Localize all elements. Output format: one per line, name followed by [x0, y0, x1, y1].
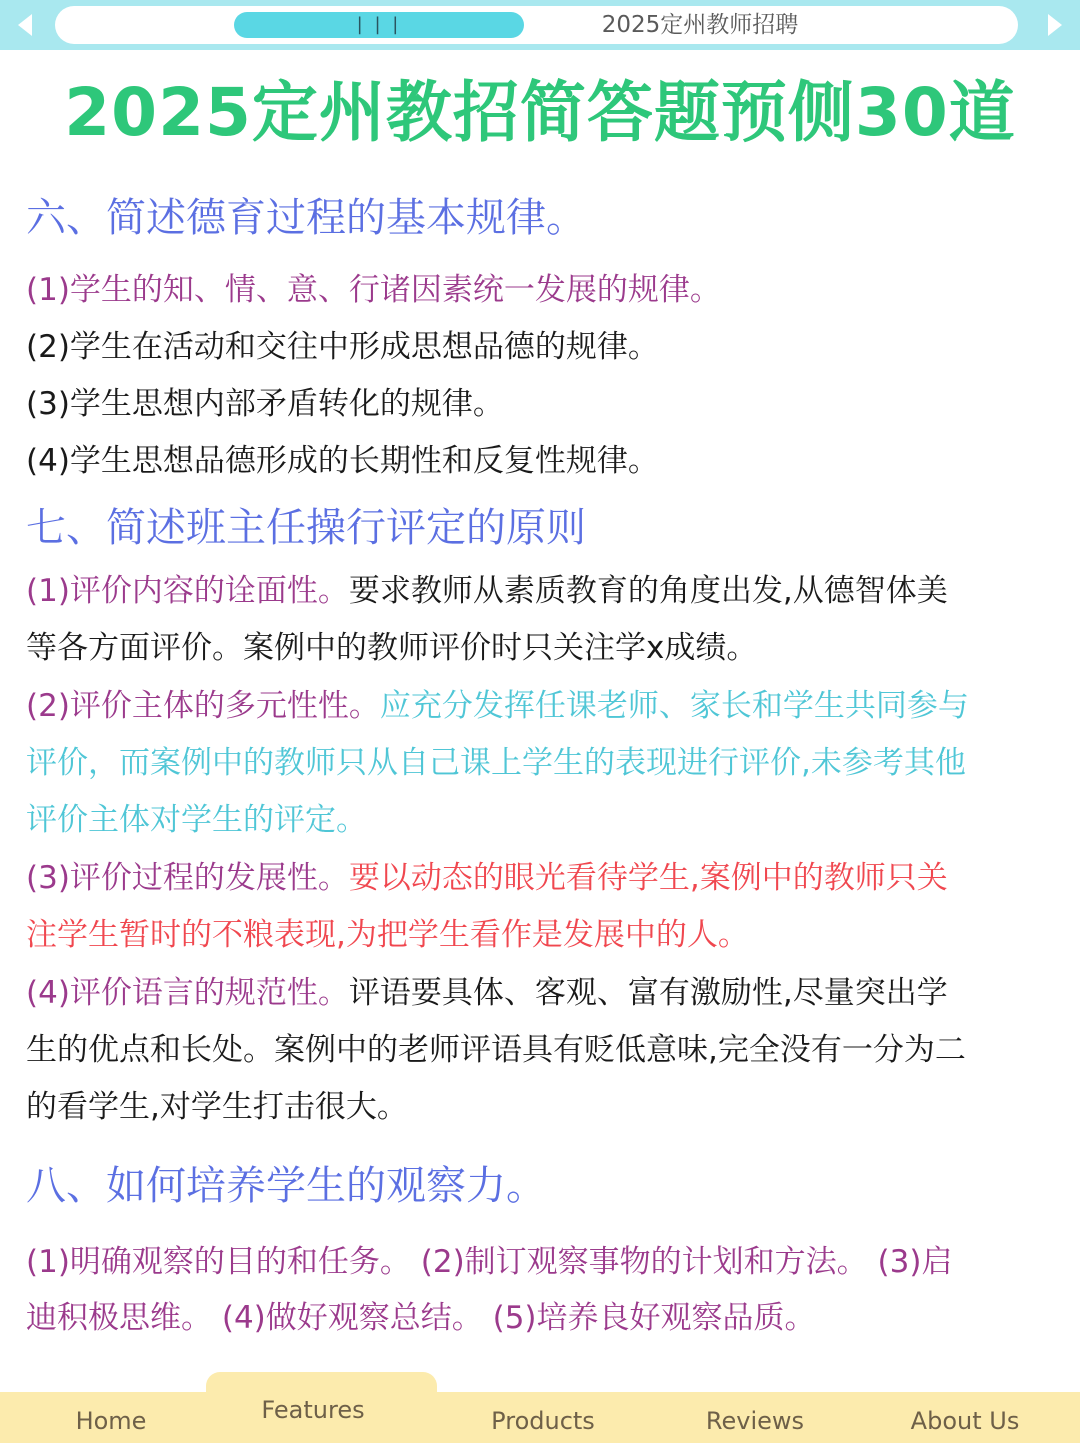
- section-7-point-1-line-1: [26, 569, 948, 613]
- point-2-lead: (2)评价主体的多元性性。: [26, 688, 380, 724]
- point-1-lead: (1)评价内容的诠面性。: [26, 573, 349, 609]
- section-6-item: (1)学生的知、情、意、行诸因素统一发展的规律。: [26, 272, 721, 308]
- top-bar: [0, 0, 1080, 50]
- section-7-point-3-line-2: 注学生暂时的不粮表现,为把学生看作是发展中的人。: [26, 917, 749, 953]
- nav-about-us[interactable]: About Us: [910, 1407, 1020, 1435]
- title-pill: [55, 6, 1018, 44]
- section-6-item: (4)学生思想品德形成的长期性和反复性规律。: [26, 443, 659, 479]
- top-bar-title: 2025定州教师招聘: [601, 12, 799, 38]
- point-3-lead: (3)评价过程的发展性。: [26, 860, 349, 896]
- section-7-point-1-line-2: 等各方面评价。案例中的教师评价时只关注学x成绩。: [26, 630, 758, 666]
- point-2-text: 应充分发挥任课老师、家长和学生共同参与: [379, 688, 969, 724]
- section-7-point-4-line-2: 生的优点和长处。案例中的老师评语具有贬低意味,完全没有一分为二: [26, 1032, 966, 1068]
- section-8-line-2: 迪积极思维。 (4)做好观察总结。 (5)培养良好观察品质。: [26, 1300, 816, 1336]
- arrow-left-icon[interactable]: [18, 14, 32, 36]
- point-1-text: 要求教师从素质教育的角度出发,从德智体美: [348, 573, 948, 609]
- nav-home[interactable]: Home: [75, 1407, 147, 1435]
- nav-products[interactable]: Products: [491, 1407, 595, 1435]
- section-6-item: (2)学生在活动和交往中形成思想品德的规律。: [26, 329, 659, 365]
- point-4-lead: (4)评价语言的规范性。: [26, 975, 349, 1011]
- section-7-point-4-line-1: [26, 971, 948, 1015]
- section-6-item: (3)学生思想内部矛盾转化的规律。: [26, 386, 504, 422]
- nav-reviews[interactable]: Reviews: [705, 1407, 805, 1435]
- section-7-heading: 七、简述班主任操行评定的原则: [26, 505, 586, 551]
- section-8-heading: 八、如何培养学生的观察力。: [26, 1163, 546, 1209]
- scroll-handle[interactable]: [234, 12, 524, 38]
- section-7-point-2-line-3: 评价主体对学生的评定。: [26, 802, 367, 838]
- section-7-point-3-line-1: [26, 856, 948, 900]
- section-6-heading: 六、简述德育过程的基本规律。: [26, 195, 586, 241]
- section-8-line-1: (1)明确观察的目的和任务。 (2)制订观察事物的计划和方法。 (3)启: [26, 1244, 953, 1280]
- section-7-point-2-line-2: 评价，而案例中的教师只从自己课上学生的表现进行评价,未参考其他: [26, 745, 966, 781]
- section-7-point-4-line-3: 的看学生,对学生打击很大。: [26, 1089, 408, 1125]
- grip-icon: | | |: [356, 14, 402, 35]
- section-7-point-2-line-1: [26, 684, 969, 728]
- point-3-text: 要以动态的眼光看待学生,案例中的教师只关: [348, 860, 948, 896]
- nav-features[interactable]: Features: [261, 1396, 365, 1424]
- point-4-text: 评语要具体、客观、富有激励性,尽量突出学: [348, 975, 948, 1011]
- page-title: 2025定州教招简答题预侧30道: [64, 74, 1016, 151]
- arrow-right-icon[interactable]: [1048, 14, 1062, 36]
